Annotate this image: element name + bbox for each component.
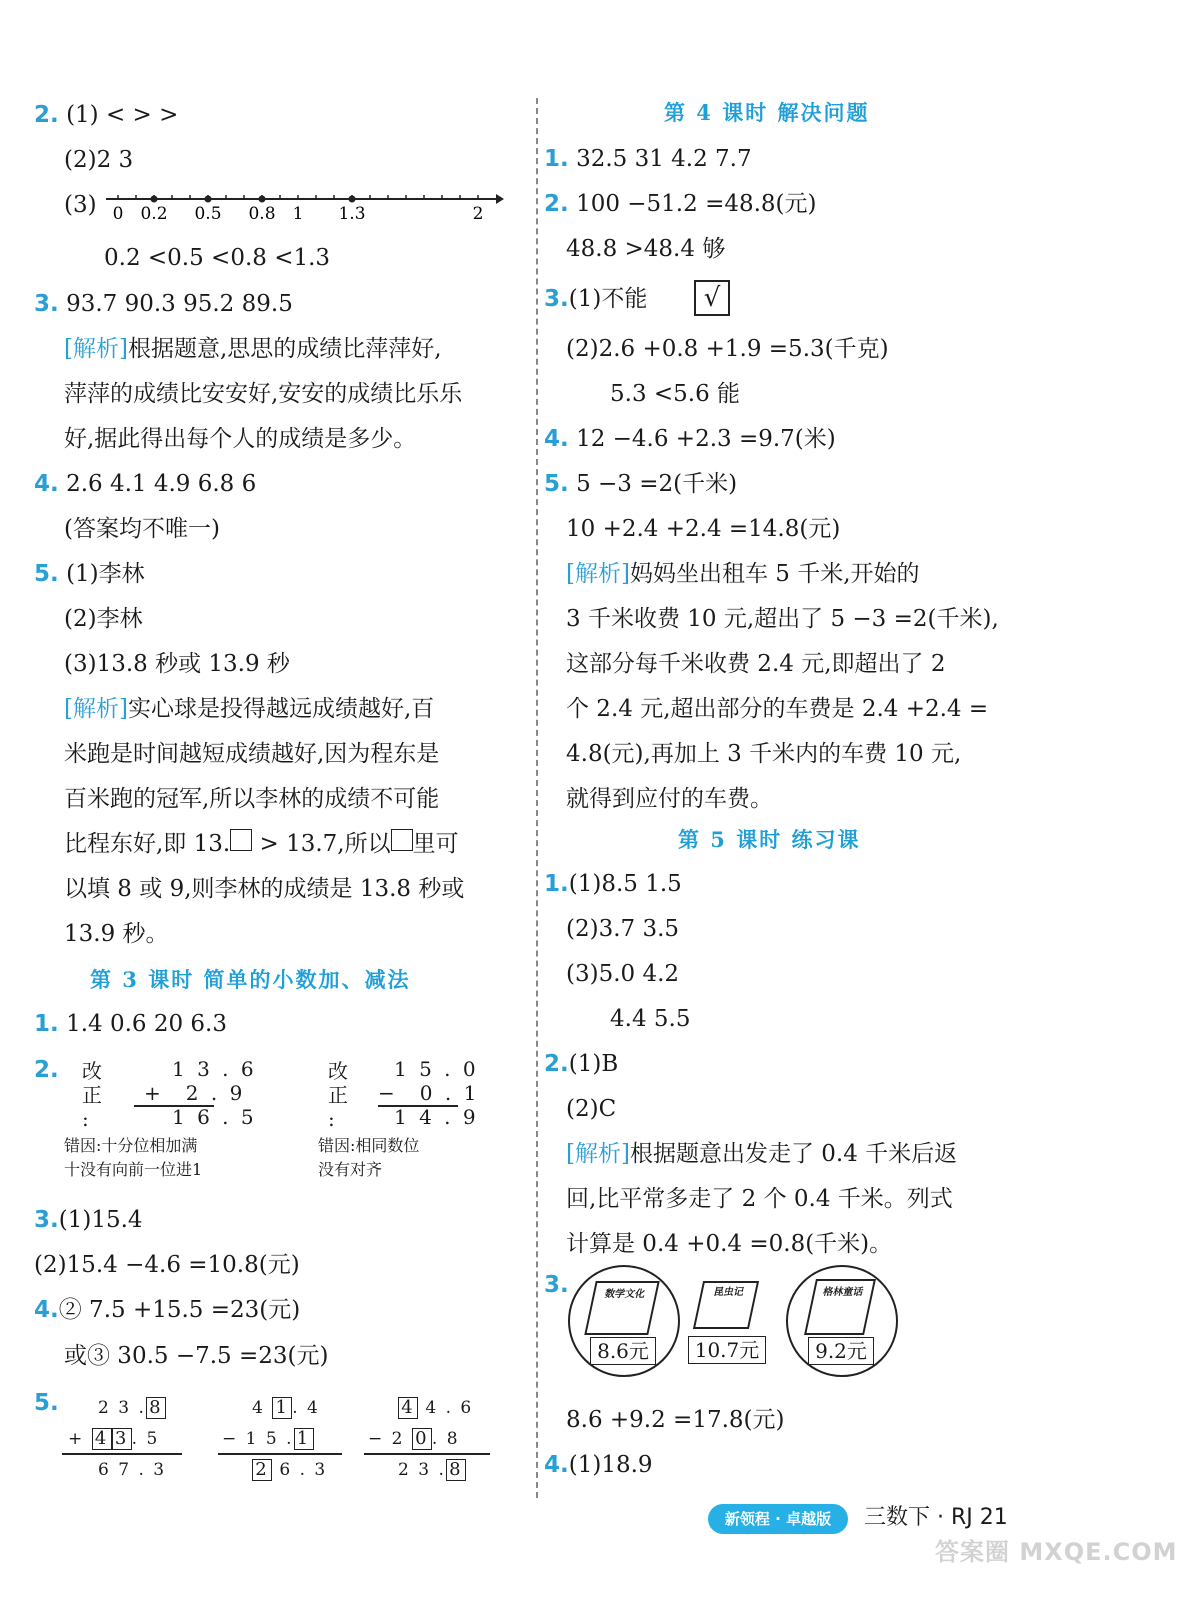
l5-q1-part2: (2)3.7 3.5	[566, 916, 680, 942]
l4-q4-line: 4. 12 −4.6 +2.3 =9.7(米)	[544, 426, 836, 452]
number-line-label: 1.3	[338, 204, 366, 224]
vertical-calc-2-rule	[218, 1453, 342, 1455]
number-line-label: 0.2	[140, 204, 168, 224]
analysis-3-line-6: 就得到应付的车费。	[566, 786, 773, 812]
l3-q5-number: 5.	[34, 1390, 59, 1416]
l4-q3-line: 3.(1)不能	[544, 286, 648, 312]
correction-1-label: 改 正 :	[82, 1059, 110, 1131]
vertical-calc-3: 4 4 . 6 − 2 0 . 8 2 3 . 8	[368, 1397, 474, 1480]
number-line-label: 1	[292, 204, 304, 224]
l5-q1-part3b: 4.4 5.5	[610, 1006, 691, 1032]
column-divider	[536, 98, 538, 1498]
analysis-3-line-5: 4.8(元),再加上 3 千米内的车费 10 元,	[566, 741, 962, 767]
vertical-calc-1-rule	[62, 1453, 182, 1455]
error-cause-1b: 十没有向前一位进1	[64, 1160, 203, 1179]
correction-2-label: 改 正 :	[328, 1059, 356, 1131]
book-3-cover: 格林童话	[804, 1279, 876, 1335]
blank-box	[391, 829, 413, 851]
error-cause-1a: 错因:十分位相加满	[64, 1136, 198, 1155]
l5-q3-number: 3.	[544, 1272, 569, 1298]
l5-q2-line: 2.(1)B	[544, 1051, 619, 1077]
l5-q1-part3: (3)5.0 4.2	[566, 961, 680, 987]
analysis-3-line-1: [解析]妈妈坐出租车 5 千米,开始的	[566, 561, 920, 587]
analysis-2-line-1: [解析]实心球是投得越远成绩越好,百	[64, 696, 435, 722]
correction-1-calc: 1 3 . 6 + 2 . 9 1 6 . 5	[144, 1057, 257, 1129]
l4-q3-compare: 5.3 <5.6 能	[610, 381, 741, 407]
analysis-2-line-3: 百米跑的冠军,所以李林的成绩不可能	[64, 786, 440, 812]
error-cause-2a: 错因:相同数位	[318, 1136, 420, 1155]
q3-line: 3. 93.7 90.3 95.2 89.5	[34, 291, 293, 317]
l4-q5-part2: 10 +2.4 +2.4 =14.8(元)	[566, 516, 841, 542]
l5-q4-line: 4.(1)18.9	[544, 1452, 653, 1478]
analysis-2-line-4: 比程东好,即 13. > 13.7,所以 里可	[64, 831, 459, 857]
q5-part3: (3)13.8 秒或 13.9 秒	[64, 651, 290, 677]
number-line-label: 0	[112, 204, 124, 224]
number-line-label: 0.5	[194, 204, 222, 224]
brand-badge: 新领程 · 卓越版	[708, 1504, 848, 1534]
l5-q1-line: 1.(1)8.5 1.5	[544, 871, 682, 897]
q2-part2: (2)2 3	[64, 147, 134, 173]
lesson-3-title: 第 3 课时 简单的小数加、减法	[90, 967, 411, 992]
analysis-1-line-3: 好,据此得出每个人的成绩是多少。	[64, 426, 417, 452]
number-line-label: 2	[472, 204, 484, 224]
l4-q5-line: 5. 5 −3 =2(千米)	[544, 471, 738, 497]
l5-q2-part2: (2)C	[566, 1096, 617, 1122]
q2-inequality: 0.2 <0.5 <0.8 <1.3	[104, 245, 331, 271]
l3-q3-part2: (2)15.4 −4.6 =10.8(元)	[34, 1252, 300, 1278]
filled-box: 8	[146, 1397, 166, 1419]
filled-box: 2	[252, 1459, 272, 1481]
filled-box: 8	[446, 1459, 466, 1481]
blank-box	[230, 829, 252, 851]
filled-box: 4	[92, 1428, 112, 1450]
number-line-arrow	[496, 194, 504, 204]
q2-line: 2. (1) < > >	[34, 102, 179, 128]
l4-q2-line: 2. 100 −51.2 =48.8(元)	[544, 191, 817, 217]
lesson-5-title: 第 5 课时 练习课	[678, 827, 861, 852]
book-1-cover: 数学文化	[584, 1281, 659, 1335]
analysis-4-line-3: 计算是 0.4 +0.4 =0.8(千米)。	[566, 1231, 893, 1257]
l3-q1-line: 1. 1.4 0.6 20 6.3	[34, 1011, 227, 1037]
l3-q2-number: 2.	[34, 1057, 59, 1083]
watermark: 答案圈 MXQE.COM	[935, 1538, 1178, 1566]
analysis-1-line-2: 萍萍的成绩比安安好,安安的成绩比乐乐	[64, 381, 463, 407]
analysis-3-line-3: 这部分每千米收费 2.4 元,即超出了 2	[566, 651, 946, 677]
l4-q2-compare: 48.8 >48.4 够	[566, 236, 726, 262]
q4-line: 4. 2.6 4.1 4.9 6.8 6	[34, 471, 257, 497]
l4-q1-line: 1. 32.5 31 4.2 7.7	[544, 146, 752, 172]
book-3-circle	[786, 1265, 898, 1377]
analysis-4-line-2: 回,比平常多走了 2 个 0.4 千米。列式	[566, 1186, 953, 1212]
analysis-3-line-2: 3 千米收费 10 元,超出了 5 −3 =2(千米),	[566, 606, 999, 632]
filled-box: 1	[294, 1428, 314, 1450]
number-line-point	[349, 196, 356, 203]
correction-2-rule	[378, 1105, 458, 1107]
q5-part2: (2)李林	[64, 606, 143, 632]
analysis-2-line-6: 13.9 秒。	[64, 921, 169, 947]
book-1-circle	[568, 1265, 680, 1377]
vertical-calc-3-rule	[364, 1453, 490, 1455]
q4-note: (答案均不唯一)	[64, 516, 220, 542]
l4-q3-part2: (2)2.6 +0.8 +1.9 =5.3(千克)	[566, 336, 889, 362]
number-line-point	[259, 196, 266, 203]
correction-1-rule	[134, 1105, 214, 1107]
vertical-calc-2: 4 1 . 4 − 1 5 . 1 2 6 . 3	[222, 1397, 328, 1480]
filled-box: 0	[412, 1428, 432, 1450]
l3-q4-alt: 或③ 30.5 −7.5 =23(元)	[64, 1343, 329, 1369]
checkbox-checked: √	[694, 280, 730, 316]
filled-box: 3	[112, 1428, 132, 1450]
book-3-price: 9.2元	[808, 1337, 874, 1365]
book-2-price: 10.7元	[688, 1336, 766, 1364]
filled-box: 1	[272, 1397, 292, 1419]
book-2	[688, 1281, 764, 1371]
analysis-3-line-4: 个 2.4 元,超出部分的车费是 2.4 +2.4 =	[566, 696, 989, 722]
filled-box: 4	[398, 1397, 418, 1419]
page-number: 三数下 · RJ 21	[864, 1505, 1008, 1530]
analysis-1-line-1: [解析]根据题意,思思的成绩比萍萍好,	[64, 336, 442, 362]
q2-part3-label: (3)	[64, 192, 97, 218]
analysis-4-line-1: [解析]根据题意出发走了 0.4 千米后返	[566, 1141, 958, 1167]
lesson-4-title: 第 4 课时 解决问题	[664, 100, 870, 125]
q5-line: 5. (1)李林	[34, 561, 145, 587]
number-line-point	[151, 196, 158, 203]
analysis-2-line-5: 以填 8 或 9,则李林的成绩是 13.8 秒或	[64, 876, 465, 902]
book-1-price: 8.6元	[590, 1337, 656, 1365]
vertical-calc-1: 2 3 . 8 + 4 3 . 5 6 7 . 3	[68, 1397, 167, 1480]
number-line-point	[205, 196, 212, 203]
number-line-label: 0.8	[248, 204, 276, 224]
l3-q3-line: 3.(1)15.4	[34, 1207, 143, 1233]
l3-q4-line: 4.② 7.5 +15.5 =23(元)	[34, 1297, 301, 1323]
correction-2-calc: 1 5 . 0 − 0 . 1 1 4 . 9	[378, 1057, 480, 1129]
l5-q3-calc: 8.6 +9.2 =17.8(元)	[566, 1407, 785, 1433]
book-2-cover: 昆虫记	[693, 1281, 759, 1329]
analysis-2-line-2: 米跑是时间越短成绩越好,因为程东是	[64, 741, 440, 767]
number-line	[106, 187, 506, 227]
error-cause-2b: 没有对齐	[318, 1160, 383, 1179]
